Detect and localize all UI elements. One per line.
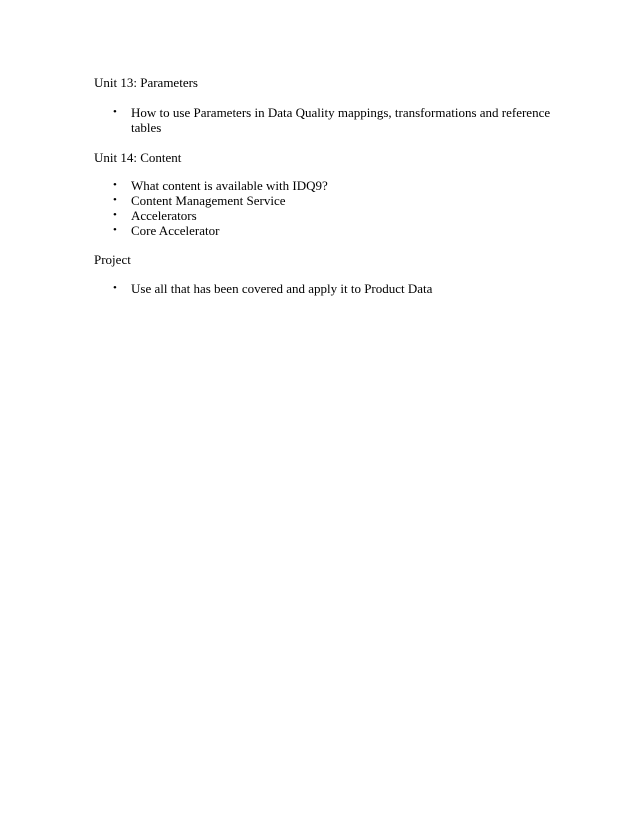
list-item-text: What content is available with IDQ9? [131, 178, 328, 193]
list-item [113, 193, 553, 208]
list-item-text: Content Management Service [131, 193, 286, 208]
unit-14-list [113, 178, 553, 238]
bullet-icon: • [113, 179, 117, 191]
list-item [113, 223, 553, 238]
list-item [113, 208, 553, 223]
list-item-text: Accelerators [131, 208, 197, 223]
list-item-text: Core Accelerator [131, 223, 220, 238]
unit-13-list [113, 105, 553, 135]
list-item-text: Use all that has been covered and apply it to Product Data [131, 281, 433, 296]
bullet-icon: • [113, 282, 117, 294]
list-item [113, 281, 553, 296]
bullet-icon: • [113, 194, 117, 206]
list-item [113, 105, 553, 135]
section-heading-unit-13: Unit 13: Parameters [94, 75, 198, 90]
section-heading-project: Project [94, 252, 131, 267]
bullet-icon: • [113, 209, 117, 221]
bullet-icon: • [113, 106, 117, 118]
section-heading-unit-14: Unit 14: Content [94, 150, 182, 165]
list-item [113, 178, 553, 193]
bullet-icon: • [113, 224, 117, 236]
list-item-text: How to use Parameters in Data Quality mappings, transformations and reference tables [131, 105, 551, 135]
project-list [113, 281, 553, 296]
